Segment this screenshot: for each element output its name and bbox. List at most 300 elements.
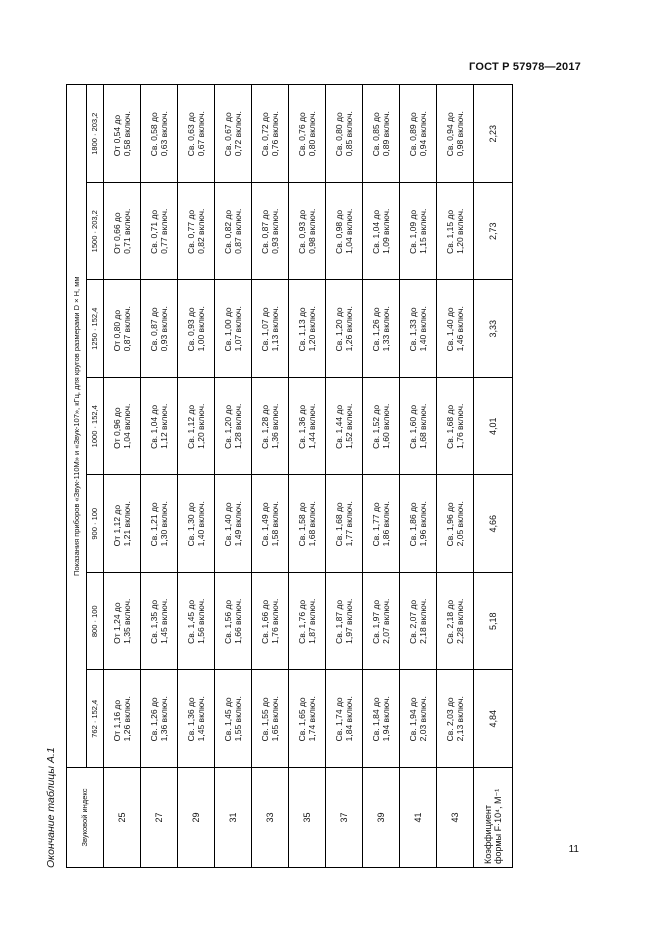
reading-range-from: Св. 1,68 до	[445, 404, 455, 449]
reading-range-from: Св. 1,20 до	[334, 307, 344, 352]
reading-cell	[289, 85, 326, 183]
reading-range	[112, 599, 132, 644]
reading-cell	[215, 670, 252, 768]
reading-range-from: Св. 1,21 до	[149, 502, 159, 547]
reading-range-from: От 0,96 до	[112, 407, 122, 449]
reading-cell	[141, 183, 178, 281]
reading-range	[445, 599, 465, 644]
sound-index-cell: 41	[400, 768, 437, 868]
reading-cell	[437, 573, 474, 671]
reading-cell	[104, 475, 141, 573]
reading-range-from: Св. 1,26 до	[149, 697, 159, 742]
reading-cell	[252, 670, 289, 768]
reading-range	[408, 404, 428, 449]
sound-index-cell: 43	[437, 768, 474, 868]
reading-range-from: Св. 1,44 до	[334, 404, 344, 449]
reading-range	[260, 306, 280, 351]
coefficient-value: 4,01	[474, 378, 513, 476]
reading-range	[186, 599, 206, 644]
reading-cell	[289, 280, 326, 378]
reading-range-to: 1,87 включ.	[307, 598, 317, 644]
reading-range	[334, 306, 354, 351]
reading-range-to: 1,96 включ.	[418, 501, 428, 547]
reading-range-from: Св. 0,85 до	[371, 112, 381, 157]
reading-range	[186, 404, 206, 449]
reading-range-to: 1,40 включ.	[196, 501, 206, 547]
reading-range-to: 0,58 включ.	[122, 111, 132, 157]
reading-cell	[326, 280, 363, 378]
reading-range	[408, 696, 428, 741]
reading-range	[149, 696, 169, 741]
reading-range-to: 1,04 включ.	[122, 403, 132, 449]
reading-range-to: 1,26 включ.	[344, 306, 354, 352]
table-row	[363, 85, 400, 868]
reading-range-to: 2,05 включ.	[455, 501, 465, 547]
reading-range-to: 0,93 включ.	[270, 208, 280, 254]
reading-range	[149, 501, 169, 546]
reading-cell	[289, 475, 326, 573]
table-row	[178, 85, 215, 868]
reading-range	[297, 209, 317, 254]
reading-range	[371, 404, 391, 449]
table-caption: Окончание таблицы А.1	[45, 747, 57, 868]
reading-range	[149, 111, 169, 156]
reading-cell	[326, 378, 363, 476]
reading-range-to: 1,33 включ.	[381, 306, 391, 352]
reading-cell	[437, 183, 474, 281]
reading-cell	[400, 183, 437, 281]
reading-range-from: Св. 1,65 до	[297, 697, 307, 742]
table-row	[252, 85, 289, 868]
reading-cell	[326, 573, 363, 671]
reading-range-to: 1,49 включ.	[233, 501, 243, 547]
size-header-row	[87, 85, 104, 868]
reading-range-to: 2,13 включ.	[455, 696, 465, 742]
reading-range	[334, 404, 354, 449]
reading-range-to: 0,63 включ.	[159, 111, 169, 157]
reading-range-from: Св. 0,94 до	[445, 112, 455, 157]
coefficient-value: 2,23	[474, 85, 513, 183]
table-row	[326, 85, 363, 868]
reading-range-from: От 0,66 до	[112, 212, 122, 254]
reading-range	[408, 501, 428, 546]
table-row	[437, 85, 474, 868]
coefficient-label-line1: Коэффициент	[483, 805, 493, 864]
reading-range	[223, 404, 243, 449]
reading-range-from: Св. 1,86 до	[408, 502, 418, 547]
reading-range-to: 0,82 включ.	[196, 208, 206, 254]
reading-range	[186, 501, 206, 546]
reading-range-from: Св. 1,97 до	[371, 599, 381, 644]
table-body	[104, 85, 513, 868]
reading-cell	[400, 378, 437, 476]
reading-range	[112, 209, 132, 254]
reading-cell	[400, 670, 437, 768]
reading-range-to: 0,80 включ.	[307, 111, 317, 157]
reading-range-from: Св. 1,20 до	[223, 404, 233, 449]
reading-range-from: Св. 1,45 до	[186, 599, 196, 644]
reading-range	[223, 111, 243, 156]
size-header: 900 · 100	[87, 475, 104, 573]
reading-range-from: Св. 1,60 до	[408, 404, 418, 449]
reading-range	[260, 696, 280, 741]
reading-range-to: 1,20 включ.	[196, 403, 206, 449]
reading-range	[297, 404, 317, 449]
table-row	[289, 85, 326, 868]
reading-range-to: 1,65 включ.	[270, 696, 280, 742]
reading-cell	[400, 85, 437, 183]
reading-range-to: 1,36 включ.	[270, 403, 280, 449]
reading-range-to: 0,98 включ.	[455, 111, 465, 157]
reading-cell	[326, 670, 363, 768]
reading-range	[186, 306, 206, 351]
reading-range-to: 2,07 включ.	[381, 598, 391, 644]
reading-range-from: Св. 1,56 до	[223, 599, 233, 644]
reading-cell	[178, 475, 215, 573]
reading-range-from: Св. 0,89 до	[408, 112, 418, 157]
reading-range-from: Св. 0,93 до	[297, 209, 307, 254]
reading-range	[334, 111, 354, 156]
sound-index-cell: 39	[363, 768, 400, 868]
reading-range-to: 1,56 включ.	[196, 598, 206, 644]
reading-cell	[289, 670, 326, 768]
reading-range-to: 1,00 включ.	[196, 306, 206, 352]
reading-range	[186, 696, 206, 741]
reading-range-from: Св. 1,76 до	[297, 599, 307, 644]
reading-range	[112, 696, 132, 741]
reading-cell	[252, 85, 289, 183]
reading-range-from: Св. 1,36 до	[186, 697, 196, 742]
reading-range-from: Св. 0,58 до	[149, 112, 159, 157]
reading-range-to: 1,66 включ.	[233, 598, 243, 644]
reading-range-to: 1,46 включ.	[455, 306, 465, 352]
reading-range	[371, 306, 391, 351]
reading-range-from: Св. 1,09 до	[408, 209, 418, 254]
reading-range-to: 0,87 включ.	[233, 208, 243, 254]
reading-cell	[400, 475, 437, 573]
reading-range-from: От 1,16 до	[112, 699, 122, 742]
reading-range-to: 1,07 включ.	[233, 306, 243, 352]
reading-range	[297, 599, 317, 644]
reading-range-to: 2,28 включ.	[455, 598, 465, 644]
reading-range	[223, 501, 243, 546]
reading-range	[445, 111, 465, 156]
reading-range	[334, 696, 354, 741]
reading-range	[223, 599, 243, 644]
reading-cell	[178, 378, 215, 476]
coefficient-label	[474, 768, 513, 868]
reading-range-from: Св. 1,28 до	[260, 404, 270, 449]
reading-range	[112, 111, 132, 156]
reading-range-to: 1,55 включ.	[233, 696, 243, 742]
reading-cell	[437, 670, 474, 768]
reading-range-to: 0,98 включ.	[307, 208, 317, 254]
reading-range-from: Св. 0,93 до	[186, 307, 196, 352]
reading-range-from: От 1,24 до	[112, 602, 122, 644]
reading-range-from: Св. 1,45 до	[223, 697, 233, 742]
coefficient-value: 3,33	[474, 280, 513, 378]
reading-cell	[437, 85, 474, 183]
reading-cell	[437, 475, 474, 573]
reading-range-from: Св. 0,72 до	[260, 112, 270, 157]
reading-range	[223, 209, 243, 254]
reading-range	[260, 404, 280, 449]
size-header: 1000 · 152,4	[87, 378, 104, 476]
reading-range-from: Св. 1,40 до	[445, 307, 455, 352]
reading-range-to: 0,93 включ.	[159, 306, 169, 352]
reading-cell	[178, 85, 215, 183]
reading-range-to: 1,45 включ.	[159, 598, 169, 644]
reading-range	[371, 599, 391, 644]
reading-range	[260, 501, 280, 546]
reading-range-to: 1,45 включ.	[196, 696, 206, 742]
reading-range	[371, 696, 391, 741]
reading-range-to: 1,09 включ.	[381, 208, 391, 254]
reading-range-to: 1,15 включ.	[418, 208, 428, 254]
reading-range-from: Св. 1,12 до	[186, 404, 196, 449]
reading-range	[223, 696, 243, 741]
reading-range-from: Св. 0,80 до	[334, 112, 344, 157]
reading-range-to: 1,36 включ.	[159, 696, 169, 742]
reading-range-from: Св. 1,26 до	[371, 307, 381, 352]
reading-cell	[363, 280, 400, 378]
reading-range-to: 0,67 включ.	[196, 111, 206, 157]
reading-range	[334, 599, 354, 644]
reading-range-to: 1,94 включ.	[381, 696, 391, 742]
reading-range-to: 1,76 включ.	[270, 598, 280, 644]
coefficient-row	[474, 85, 513, 868]
reading-range-to: 0,72 включ.	[233, 111, 243, 157]
reading-cell	[104, 85, 141, 183]
reading-range	[445, 696, 465, 741]
reading-range-from: Св. 1,77 до	[371, 502, 381, 547]
reading-cell	[215, 280, 252, 378]
reading-range	[149, 404, 169, 449]
reading-range-from: Св. 0,77 до	[186, 209, 196, 254]
reading-range-from: Св. 0,82 до	[223, 209, 233, 254]
reading-cell	[141, 573, 178, 671]
reading-range-from: Св. 0,67 до	[223, 112, 233, 157]
reading-range	[445, 404, 465, 449]
reading-range-to: 1,20 включ.	[455, 208, 465, 254]
reading-range-from: От 0,54 до	[112, 114, 122, 157]
reading-range-from: Св. 1,94 до	[408, 697, 418, 742]
reading-cell	[104, 378, 141, 476]
reading-cell	[215, 378, 252, 476]
reading-range-from: Св. 0,98 до	[334, 209, 344, 254]
reading-range-from: Св. 1,66 до	[260, 599, 270, 644]
reading-range-to: 0,94 включ.	[418, 111, 428, 157]
reading-cell	[104, 573, 141, 671]
reading-cell	[363, 183, 400, 281]
reading-range-from: Св. 1,87 до	[334, 599, 344, 644]
reading-range-to: 1,12 включ.	[159, 403, 169, 449]
reading-cell	[141, 280, 178, 378]
reading-cell	[178, 183, 215, 281]
document-code: ГОСТ Р 57978—2017	[469, 61, 581, 73]
table-row	[400, 85, 437, 868]
reading-range-from: Св. 1,30 до	[186, 502, 196, 547]
reading-range	[112, 404, 132, 449]
reading-range-to: 1,30 включ.	[159, 501, 169, 547]
reading-range-to: 1,60 включ.	[381, 403, 391, 449]
sound-index-cell: 37	[326, 768, 363, 868]
reading-cell	[437, 280, 474, 378]
reading-cell	[141, 378, 178, 476]
reading-range-to: 0,85 включ.	[344, 111, 354, 157]
reading-range	[112, 501, 132, 546]
reading-cell	[289, 183, 326, 281]
reading-cell	[104, 183, 141, 281]
reading-cell	[289, 573, 326, 671]
reading-cell	[215, 475, 252, 573]
reading-range	[408, 111, 428, 156]
table-row	[215, 85, 252, 868]
reading-range-from: Св. 2,03 до	[445, 697, 455, 742]
reading-range-from: От 1,12 до	[112, 504, 122, 547]
reading-range-to: 1,40 включ.	[418, 306, 428, 352]
coefficient-label-line2: формы F·10⁴, М⁻¹	[493, 788, 503, 864]
reading-range	[445, 209, 465, 254]
reading-cell	[326, 183, 363, 281]
reading-range	[297, 111, 317, 156]
reading-range-from: Св. 0,87 до	[149, 307, 159, 352]
reading-range-to: 0,89 включ.	[381, 111, 391, 157]
reading-range	[371, 209, 391, 254]
reading-cell	[141, 475, 178, 573]
reading-range-from: Св. 1,52 до	[371, 404, 381, 449]
reading-range-from: Св. 0,63 до	[186, 112, 196, 157]
reading-range	[371, 501, 391, 546]
reading-range-from: Св. 0,87 до	[260, 209, 270, 254]
size-header: 1250 · 152,4	[87, 280, 104, 378]
reading-range	[408, 306, 428, 351]
reading-range	[408, 209, 428, 254]
reading-range-to: 1,58 включ.	[270, 501, 280, 547]
readings-group-header: Показания приборов «Звук-110М» и «Звук-107», кГц, для кругов размерами D × H, мм	[67, 85, 87, 768]
reading-range-from: Св. 1,40 до	[223, 502, 233, 547]
reading-cell	[363, 573, 400, 671]
reading-cell	[178, 670, 215, 768]
reading-range	[260, 209, 280, 254]
reading-range-from: Св. 1,15 до	[445, 209, 455, 254]
reading-range	[260, 111, 280, 156]
reading-cell	[363, 475, 400, 573]
reading-range-from: Св. 1,33 до	[408, 307, 418, 352]
reading-range-from: Св. 1,74 до	[334, 697, 344, 742]
coefficient-value: 2,73	[474, 183, 513, 281]
reading-cell	[363, 85, 400, 183]
sound-index-cell: 33	[252, 768, 289, 868]
reading-cell	[326, 475, 363, 573]
reading-range	[408, 599, 428, 644]
sound-index-cell: 35	[289, 768, 326, 868]
reading-range-from: Св. 1,55 до	[260, 697, 270, 742]
reading-range	[149, 599, 169, 644]
page-number: 11	[568, 844, 579, 855]
sound-index-table	[66, 84, 513, 868]
table-row	[104, 85, 141, 868]
reading-range-from: Св. 2,18 до	[445, 599, 455, 644]
reading-cell	[104, 280, 141, 378]
table-row	[141, 85, 178, 868]
reading-cell	[215, 85, 252, 183]
size-header: 1800 · 203,2	[87, 85, 104, 183]
sound-index-cell: 29	[178, 768, 215, 868]
reading-range-from: От 0,80 до	[112, 309, 122, 352]
reading-range-from: Св. 1,68 до	[334, 502, 344, 547]
reading-range-from: Св. 2,07 до	[408, 599, 418, 644]
reading-range-to: 1,68 включ.	[307, 501, 317, 547]
reading-range-to: 1,21 включ.	[122, 501, 132, 547]
reading-range	[334, 209, 354, 254]
reading-range-to: 1,68 включ.	[418, 403, 428, 449]
reading-range-to: 0,71 включ.	[122, 208, 132, 254]
reading-range-to: 1,74 включ.	[307, 696, 317, 742]
reading-range-to: 0,77 включ.	[159, 208, 169, 254]
reading-range	[112, 306, 132, 351]
reading-range-from: Св. 1,49 до	[260, 502, 270, 547]
reading-range-to: 1,97 включ.	[344, 598, 354, 644]
reading-cell	[400, 280, 437, 378]
reading-range-from: Св. 1,96 до	[445, 502, 455, 547]
reading-range	[186, 111, 206, 156]
reading-cell	[326, 85, 363, 183]
reading-range-to: 1,77 включ.	[344, 501, 354, 547]
coefficient-value: 5,18	[474, 573, 513, 671]
reading-range-from: Св. 1,36 до	[297, 404, 307, 449]
reading-cell	[215, 183, 252, 281]
reading-range	[297, 306, 317, 351]
size-header: 800 · 100	[87, 573, 104, 671]
reading-range-to: 2,03 включ.	[418, 696, 428, 742]
reading-cell	[363, 378, 400, 476]
reading-range-from: Св. 1,35 до	[149, 599, 159, 644]
reading-range-to: 1,52 включ.	[344, 403, 354, 449]
reading-range	[334, 501, 354, 546]
reading-cell	[141, 670, 178, 768]
reading-range-from: Св. 1,58 до	[297, 502, 307, 547]
reading-cell	[252, 183, 289, 281]
reading-range-to: 1,28 включ.	[233, 403, 243, 449]
reading-range-to: 1,44 включ.	[307, 403, 317, 449]
reading-range-to: 1,20 включ.	[307, 306, 317, 352]
reading-range-from: Св. 1,04 до	[371, 209, 381, 254]
reading-range	[149, 306, 169, 351]
reading-range-from: Св. 0,71 до	[149, 209, 159, 254]
reading-range	[297, 696, 317, 741]
reading-range-to: 1,76 включ.	[455, 403, 465, 449]
reading-cell	[178, 280, 215, 378]
index-column-header: Звуковой индекс	[67, 768, 104, 868]
reading-range-to: 1,26 включ.	[122, 696, 132, 742]
reading-range	[445, 306, 465, 351]
sound-index-cell: 31	[215, 768, 252, 868]
reading-range	[445, 501, 465, 546]
reading-range-to: 0,87 включ.	[122, 306, 132, 352]
size-header: 762 · 152,4	[87, 670, 104, 768]
reading-cell	[141, 85, 178, 183]
reading-range	[149, 209, 169, 254]
reading-cell	[437, 378, 474, 476]
reading-cell	[104, 670, 141, 768]
sound-index-cell: 25	[104, 768, 141, 868]
reading-range-from: Св. 0,76 до	[297, 112, 307, 157]
reading-range-to: 0,76 включ.	[270, 111, 280, 157]
reading-range-to: 1,13 включ.	[270, 306, 280, 352]
reading-range-from: Св. 1,07 до	[260, 307, 270, 352]
reading-cell	[289, 378, 326, 476]
